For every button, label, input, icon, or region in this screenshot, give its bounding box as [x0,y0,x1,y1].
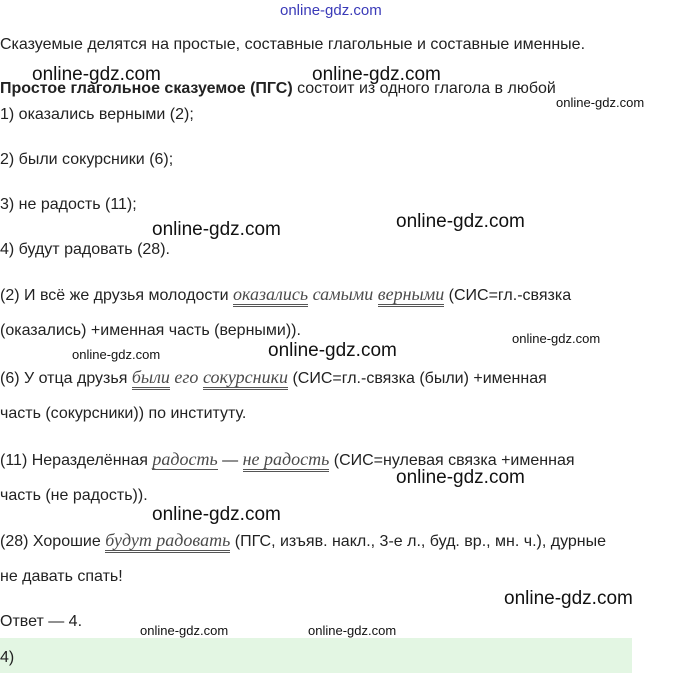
example-11-line2: часть (не радость)). [0,487,148,504]
watermark: online-gdz.com [396,467,525,488]
watermark: online-gdz.com [556,95,645,110]
example-6-line1 [0,367,547,389]
watermark: online-gdz.com [396,211,525,232]
header-watermark: online-gdz.com [280,2,382,19]
watermark: online-gdz.com [72,347,161,362]
ex6-tail: (СИС=гл.-связка (были) +именная [288,370,547,387]
ex11-prefix: (11) Неразделённая [0,452,153,469]
ex28-predicate: будут радовать [105,530,230,553]
watermark: online-gdz.com [152,219,281,240]
ex28-tail: (ПГС, изъяв. накл., 3-е л., буд. вр., мн. ч.), дурные [230,533,607,550]
watermark: online-gdz.com [32,64,161,85]
answer-box [0,638,632,673]
example-28-line2: не давать спать! [0,568,123,585]
ex2-tail: (СИС=гл.-связка [444,287,572,304]
example-2-line2: (оказались) +именная часть (верными)). [0,322,301,339]
ex11-subject: радость [152,449,218,469]
ex2-verb: оказались [233,284,308,307]
example-6-line2: часть (сокурсники)) по институту. [0,405,247,422]
answer-text: Ответ — 4. [0,613,83,630]
watermark: online-gdz.com [268,340,397,361]
watermark: online-gdz.com [152,504,281,525]
pgs-rest: состоит из одного глагола в любой [292,80,556,97]
watermark: online-gdz.com [140,623,229,638]
option-2: 2) были сокурсники (6); [0,151,174,168]
option-4: 4) будут радовать (28). [0,241,170,258]
watermark: online-gdz.com [504,588,633,609]
intro-text: Сказуемые делятся на простые, составные глагольные и составные именные. [0,36,586,53]
watermark: online-gdz.com [308,623,397,638]
ex6-prefix: (6) У отца друзья [0,370,132,387]
pgs-term: Простое глагольное сказуемое (ПГС) [0,80,293,97]
option-3: 3) не радость (11); [0,196,137,213]
ex2-nominal: верными [378,284,444,307]
ex11-predicate: не радость [243,449,330,472]
ex6-middle: его [169,367,203,387]
ex11-tail: (СИС=нулевая связка +именная [329,452,575,469]
answer-value: 4) [0,649,15,666]
ex2-prefix: (2) И всё же друзья молодости [0,287,234,304]
example-28-line1 [0,530,606,552]
watermark: online-gdz.com [312,64,441,85]
ex2-middle: самыми [308,284,378,304]
ex11-dash: — [217,452,243,469]
option-1: 1) оказались верными (2); [0,106,194,123]
example-2-line1 [0,284,571,306]
watermark: online-gdz.com [512,331,601,346]
ex28-prefix: (28) Хорошие [0,533,106,550]
ex6-nominal: сокурсники [203,367,288,390]
ex6-verb: были [132,367,170,390]
